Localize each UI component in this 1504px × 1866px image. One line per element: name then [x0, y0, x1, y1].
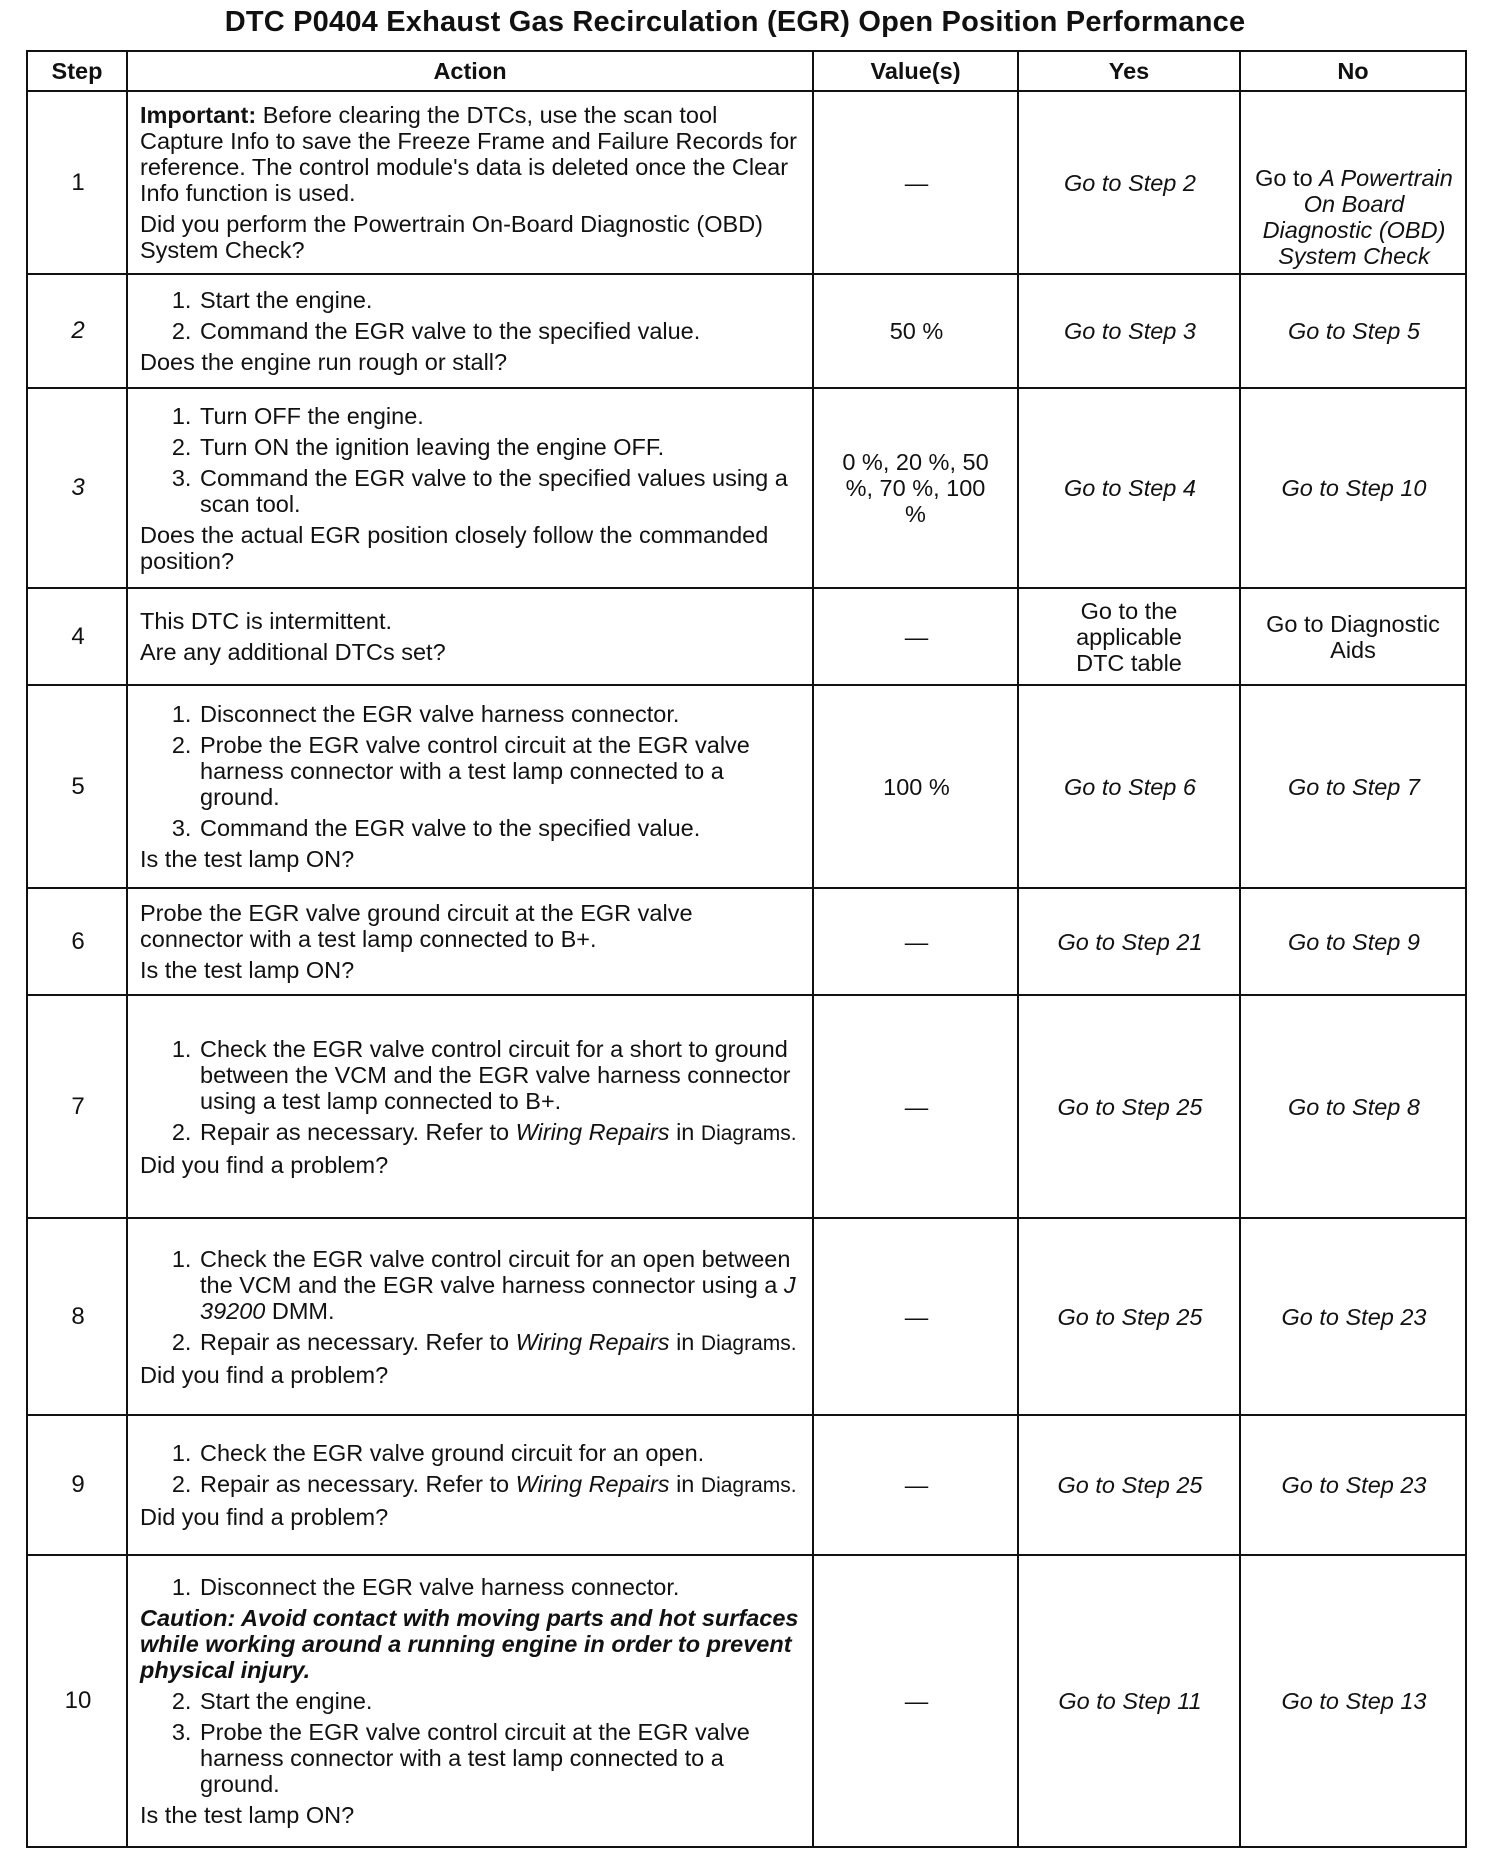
step-number: 10: [27, 1555, 127, 1847]
check-suffix: DMM.: [271, 1297, 335, 1324]
repair-in: in: [676, 1471, 695, 1497]
table-row: [27, 1415, 1466, 1555]
yes-cell: Go to Step 3: [1018, 274, 1240, 388]
action-item: [198, 1119, 802, 1147]
action-item: 2. Probe the EGR valve control circuit at the EGR valve harness connector with a test lamp connected to a ground.: [198, 732, 802, 810]
yes-cell: Go to Step 4: [1018, 388, 1240, 588]
action-cell: [127, 995, 813, 1218]
no-cell: Go to Diagnostic Aids: [1240, 588, 1466, 685]
action-question: Are any additional DTCs set?: [140, 639, 446, 665]
action-text: This DTC is intermittent.: [140, 608, 393, 634]
diagnostic-table: [26, 50, 1467, 1848]
header-value: Value(s): [813, 51, 1018, 91]
no-cell: Go to Step 9: [1240, 888, 1466, 995]
table-header-row: [27, 51, 1466, 91]
step-number: 6: [27, 888, 127, 995]
value-cell: —: [813, 588, 1018, 685]
step-number: 3: [27, 388, 127, 588]
step-number: 2: [27, 274, 127, 388]
action-cell: [127, 1218, 813, 1415]
step-number: 9: [27, 1415, 127, 1555]
action-question: Did you find a problem?: [140, 1151, 389, 1178]
action-list: [140, 287, 802, 344]
action-list: [140, 1688, 802, 1797]
header-step: Step: [27, 51, 127, 91]
important-label: Important:: [140, 102, 257, 128]
no-link: A Powertrain On Board Diagnostic (OBD) System Check: [1262, 165, 1453, 269]
repair-in: in: [676, 1118, 695, 1145]
action-item: 1. Turn OFF the engine.: [198, 403, 802, 429]
action-question: Did you find a problem?: [140, 1361, 389, 1388]
repair-link: Wiring Repairs: [515, 1118, 670, 1145]
no-cell: Go to Step 7: [1240, 685, 1466, 888]
action-item: 2. Turn ON the ignition leaving the engine OFF.: [198, 434, 802, 460]
header-action: Action: [127, 51, 813, 91]
step-number: 4: [27, 588, 127, 685]
important-text: Before clearing the DTCs, use the scan tool Capture Info to save the Freeze Frame and Failure Records for reference. The control module's data is deleted once the Clear Info function is used.: [140, 102, 798, 206]
no-cell: Go to Step 5: [1240, 274, 1466, 388]
table-row: [27, 1555, 1466, 1847]
table-row: [27, 588, 1466, 685]
table-row: [27, 388, 1466, 588]
table-row: [27, 685, 1466, 888]
table-row: [27, 91, 1466, 274]
action-item: [198, 1471, 802, 1499]
action-question: Did you perform the Powertrain On-Board Diagnostic (OBD) System Check?: [140, 211, 763, 263]
repair-suffix: Diagrams.: [700, 1331, 797, 1355]
no-cell: Go to Step 8: [1240, 995, 1466, 1218]
step-number: 1: [27, 91, 127, 274]
important-note: [140, 102, 802, 206]
action-item: 1. Start the engine.: [198, 287, 802, 313]
action-item: 1. Check the EGR valve ground circuit for an open.: [198, 1440, 802, 1466]
value-cell: 100 %: [813, 685, 1018, 888]
action-list: [140, 1574, 802, 1600]
action-list: [140, 1246, 802, 1357]
yes-cell: Go to Step 25: [1018, 995, 1240, 1218]
yes-cell: Go to Step 11: [1018, 1555, 1240, 1847]
action-item: 3. Command the EGR valve to the specified values using a scan tool.: [198, 465, 802, 517]
table-row: [27, 995, 1466, 1218]
yes-cell: Go to the applicable DTC table: [1018, 588, 1240, 685]
no-cell: Go to Step 23: [1240, 1415, 1466, 1555]
value-cell: —: [813, 995, 1018, 1218]
no-cell: Go to Step 23: [1240, 1218, 1466, 1415]
check-prefix: Check the EGR valve control circuit for an open between the VCM and the EGR valve harness connector using a: [200, 1245, 791, 1298]
value-cell: —: [813, 1415, 1018, 1555]
action-question: Did you find a problem?: [140, 1504, 389, 1530]
action-question: Is the test lamp ON?: [140, 846, 355, 872]
yes-cell: Go to Step 21: [1018, 888, 1240, 995]
no-prefix: Go to: [1255, 165, 1313, 191]
repair-link: Wiring Repairs: [515, 1328, 670, 1355]
repair-suffix: Diagrams.: [700, 1474, 797, 1497]
table-row: [27, 274, 1466, 388]
value-cell: 50 %: [813, 274, 1018, 388]
action-list: [140, 701, 802, 841]
step-number: 7: [27, 995, 127, 1218]
action-item: 2. Start the engine.: [198, 1688, 802, 1714]
repair-link: Wiring Repairs: [515, 1471, 670, 1497]
no-cell: [1240, 91, 1466, 274]
action-cell: [127, 91, 813, 274]
no-cell: Go to Step 13: [1240, 1555, 1466, 1847]
no-cell: Go to Step 10: [1240, 388, 1466, 588]
action-list: [140, 1036, 802, 1147]
repair-suffix: Diagrams.: [700, 1121, 797, 1145]
action-cell: [127, 1555, 813, 1847]
step-number: 8: [27, 1218, 127, 1415]
tool-reference: J 39200: [200, 1271, 796, 1324]
header-yes: Yes: [1018, 51, 1240, 91]
value-cell: —: [813, 888, 1018, 995]
value-cell: —: [813, 1555, 1018, 1847]
action-question: Does the engine run rough or stall?: [140, 349, 508, 375]
action-list: [140, 403, 802, 517]
action-question: Is the test lamp ON?: [140, 957, 355, 983]
action-text: Probe the EGR valve ground circuit at the EGR valve connector with a test lamp connected to B+.: [140, 900, 693, 952]
action-item: 2. Command the EGR valve to the specified value.: [198, 318, 802, 344]
caution-note: Caution: Avoid contact with moving parts and hot surfaces while working around a running engine in order to prevent physical injury.: [140, 1605, 799, 1683]
action-cell: [127, 274, 813, 388]
action-cell: [127, 685, 813, 888]
action-list: [140, 1440, 802, 1499]
step-number: 5: [27, 685, 127, 888]
repair-prefix: Repair as necessary. Refer to: [200, 1471, 510, 1497]
action-item: 3. Probe the EGR valve control circuit at the EGR valve harness connector with a test lamp connected to a ground.: [198, 1719, 802, 1797]
table-row: [27, 888, 1466, 995]
repair-in: in: [676, 1328, 695, 1355]
repair-prefix: Repair as necessary. Refer to: [200, 1118, 510, 1145]
value-cell: 0 %, 20 %, 50 %, 70 %, 100 %: [813, 388, 1018, 588]
action-question: Is the test lamp ON?: [140, 1802, 355, 1828]
yes-cell: Go to Step 25: [1018, 1218, 1240, 1415]
action-cell: [127, 888, 813, 995]
action-cell: [127, 1415, 813, 1555]
action-item: 1. Disconnect the EGR valve harness connector.: [198, 701, 802, 727]
value-cell: —: [813, 1218, 1018, 1415]
action-item: [198, 1246, 802, 1324]
action-item: 1. Check the EGR valve control circuit for a short to ground between the VCM and the EGR valve harness connector using a test lamp connected to B+.: [198, 1036, 802, 1114]
yes-cell: Go to Step 2: [1018, 91, 1240, 274]
page-title: DTC P0404 Exhaust Gas Recirculation (EGR) Open Position Performance: [224, 6, 1246, 38]
action-item: 3. Command the EGR valve to the specified value.: [198, 815, 802, 841]
action-cell: [127, 588, 813, 685]
action-item: 1. Disconnect the EGR valve harness connector.: [198, 1574, 802, 1600]
yes-cell: Go to Step 6: [1018, 685, 1240, 888]
action-question: Does the actual EGR position closely follow the commanded position?: [140, 521, 769, 574]
yes-cell: Go to Step 25: [1018, 1415, 1240, 1555]
table-row: [27, 1218, 1466, 1415]
value-cell: —: [813, 91, 1018, 274]
action-item: [198, 1329, 802, 1357]
repair-prefix: Repair as necessary. Refer to: [200, 1328, 510, 1355]
action-cell: [127, 388, 813, 588]
header-no: No: [1240, 51, 1466, 91]
